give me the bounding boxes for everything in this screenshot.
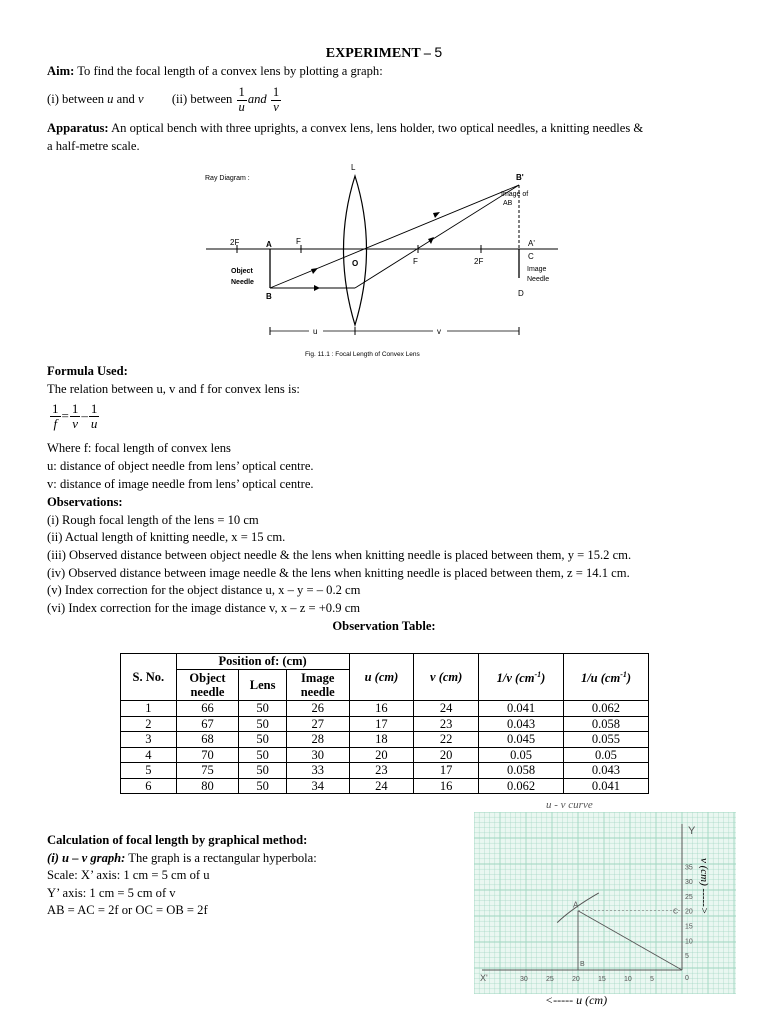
ray-diagram [200,160,580,360]
page-title [0,44,768,62]
th-sno: S. No. [121,654,177,701]
table-cell: 2 [121,716,177,732]
table-cell: 1 [121,701,177,717]
label-object: Object [231,268,253,275]
table-cell: 24 [349,778,414,794]
y-tick-label: 10 [685,938,693,946]
label-A: A [266,240,272,249]
aim-part-i: (i) between [47,92,104,107]
th-inv-u: 1/u $(cm^{-1})$ [563,654,648,701]
apparatus-line1: An optical bench with three uprights, a convex lens, lens holder, two optical needles, a knitting needles & [111,121,644,135]
formula-heading: Formula Used: [47,364,128,378]
label-image: Image [527,266,547,273]
y-tick-label: 30 [685,879,693,887]
table-title: Observation Table: [332,619,436,633]
th-u: u (cm) [349,654,414,701]
table-cell: 17 [414,763,479,779]
th-image: Image needle [286,670,349,701]
observation-5: (v) Index correction for the object distance u, x – y = – 0.2 cm [47,583,361,597]
table-cell: 34 [286,778,349,794]
lens-formula [49,402,100,432]
graph-title: u - v curve [546,799,593,811]
table-cell: 23 [414,716,479,732]
arrow-3 [433,212,440,218]
apparatus [47,121,643,136]
table-cell: 70 [176,747,239,763]
label-B-prime: B' [516,173,524,182]
table-cell: 0.05 [563,747,648,763]
y-tick-label: 35 [685,864,693,872]
frac-1-v-eq: $\frac{1}{v}$ [71,401,79,432]
calc-line1: (i) u – v graph: The graph is a rectangular hyperbola: [47,851,317,865]
table-cell: 50 [239,716,287,732]
table-cell: 68 [176,732,239,748]
observation-1: (i) Rough focal length of the lens = 10 cm [47,513,259,527]
table-cell: 80 [176,778,239,794]
observation-3: (iii) Observed distance between object needle & the lens when knitting needle is placed between them, y = 15.2 cm. [47,548,632,562]
table-cell: 50 [239,763,287,779]
label-needle: Needle [231,279,254,286]
calc-yaxis: Y’ axis: 1 cm = 5 cm of v [47,886,176,900]
aim-u: u [107,92,114,107]
table-cell: 0.041 [563,778,648,794]
table-cell: 18 [349,732,414,748]
table-cell: 0.045 [479,732,564,748]
table-cell: 0.05 [479,747,564,763]
x-tick-label: 10 [624,976,632,983]
label-2f-right: 2F [474,257,484,266]
aim-frac-and: and [247,92,267,107]
title-text: EXPERIMENT – [325,46,431,61]
point-C: C [673,908,679,916]
label-O: O [352,259,359,268]
arrow-4 [428,237,434,244]
table-cell: 4 [121,747,177,763]
table-cell: 50 [239,732,287,748]
table-cell: 0.062 [479,778,564,794]
table-row [121,716,649,732]
aim-parts [47,86,282,115]
aim-label: Aim: [47,64,75,78]
aim [47,64,383,79]
y-tick-label: 25 [685,893,693,901]
label-image-of: Image of [501,191,529,198]
table-cell: 50 [239,778,287,794]
frac-1-f: $\frac{1}{f}$ [52,401,59,432]
y-axis-label: Y [688,825,696,837]
label-u: u [313,327,318,336]
th-v: v (cm) [414,654,479,701]
table-cell: 0.058 [563,716,648,732]
minus-sign: – [81,407,88,423]
label-F-right: F [413,257,418,266]
aim-text: To find the focal length of a convex lens by plotting a graph: [77,64,383,78]
th-position: Position of: (cm) [176,654,349,670]
graph-xlabel: <----- u (cm) [545,993,608,1007]
y-tick-label: 5 [685,953,689,961]
aim-and: and [116,92,135,107]
calc-ab: AB = AC = 2f or OC = OB = 2f [47,903,208,917]
label-v: v [437,327,441,336]
x-tick-label: 25 [546,976,554,983]
graph-paper [474,812,736,994]
table-cell: 23 [349,763,414,779]
aim-v: v [137,92,144,107]
table-cell: 28 [286,732,349,748]
diagram-caption: Fig. 11.1 : Focal Length of Convex Lens [305,351,420,358]
point-B: B [580,961,585,968]
table-cell: 26 [286,701,349,717]
frac-1-u: $\frac{1}{u}$ [238,85,245,114]
table-cell: 0.058 [479,763,564,779]
graph-ylabel: v (cm) -----> [698,858,710,915]
x-tick-label: 5 [650,976,654,983]
ray-refracted [355,185,519,288]
observation-4: (iv) Observed distance between image needle & the lens when knitting needle is placed between them, z = 14.1 cm. [47,566,630,580]
formula-u-def: u: distance of object needle from lens’ optical centre. [47,459,314,473]
observation-2: (ii) Actual length of knitting needle, x = 15 cm. [47,530,286,544]
label-needle2: Needle [527,276,550,283]
label-B: B [266,292,272,301]
table-cell: 6 [121,778,177,794]
table-cell: 20 [349,747,414,763]
table-row [121,701,649,717]
table-cell: 0.055 [563,732,648,748]
frac-1-u-eq: $\frac{1}{u}$ [90,401,98,432]
th-inv-v: 1/v $(cm^{-1})$ [479,654,564,701]
eq-sign: = [61,407,69,423]
table-row [121,732,649,748]
table-cell: 0.062 [563,701,648,717]
apparatus-label: Apparatus: [47,121,109,135]
label-L: L [351,163,356,172]
x-tick-label: 30 [520,976,528,983]
table-cell: 16 [349,701,414,717]
observations-heading: Observations: [47,495,123,509]
table-cell: 20 [414,747,479,763]
x-axis-label: X' [480,973,488,983]
origin-label: 0 [685,975,689,982]
frac-1-v: $\frac{1}{v}$ [272,85,280,114]
table-cell: 16 [414,778,479,794]
lens-shape [344,176,367,325]
table-cell: 27 [286,716,349,732]
aim-part-ii: (ii) between [171,92,233,107]
label-D: D [518,289,524,298]
y-tick-label: 15 [685,923,693,931]
table-cell: 67 [176,716,239,732]
table-cell: 22 [414,732,479,748]
calc-scale: Scale: X’ axis: 1 cm = 5 cm of u [47,868,210,882]
experiment-number: 5 [434,44,443,60]
formula-v-def: v: distance of image needle from lens’ optical centre. [47,477,314,491]
label-2f-left: 2F [230,238,240,247]
table-cell: 75 [176,763,239,779]
label-A-prime: A' [528,239,535,248]
table-cell: 33 [286,763,349,779]
formula-relation: The relation between u, v and f for convex lens is: [47,382,300,396]
calc-heading: Calculation of focal length by graphical method: [47,833,308,847]
table-cell: 50 [239,747,287,763]
table-cell: 30 [286,747,349,763]
table-row [121,778,649,794]
observation-table [120,653,649,794]
table-cell: 5 [121,763,177,779]
table-cell: 17 [349,716,414,732]
th-lens: Lens [239,670,287,701]
table-cell: 66 [176,701,239,717]
table-cell: 0.043 [479,716,564,732]
point-A: A [573,900,579,910]
uv-graph [474,812,736,994]
apparatus-line2: a half-metre scale. [47,139,140,153]
th-object: Object needle [176,670,239,701]
table-cell: 24 [414,701,479,717]
label-ab: AB [503,200,513,207]
y-tick-label: 20 [685,908,693,916]
table-cell: 50 [239,701,287,717]
arrow-1 [314,285,320,291]
table-cell: 0.043 [563,763,648,779]
table-row [121,763,649,779]
ray-through-centre [270,185,519,288]
label-F-left: F [296,237,301,246]
observation-6: (vi) Index correction for the image distance v, x – z = +0.9 cm [47,601,361,615]
arrow-2 [311,268,318,274]
table-body [121,701,649,794]
table-cell: 0.041 [479,701,564,717]
table-cell: 3 [121,732,177,748]
formula-where: Where f: focal length of convex lens [47,441,231,455]
label-C: C [528,252,534,261]
x-tick-label: 20 [572,976,580,983]
diagram-title: Ray Diagram : [205,175,250,182]
table-row [121,747,649,763]
x-tick-label: 15 [598,976,606,983]
